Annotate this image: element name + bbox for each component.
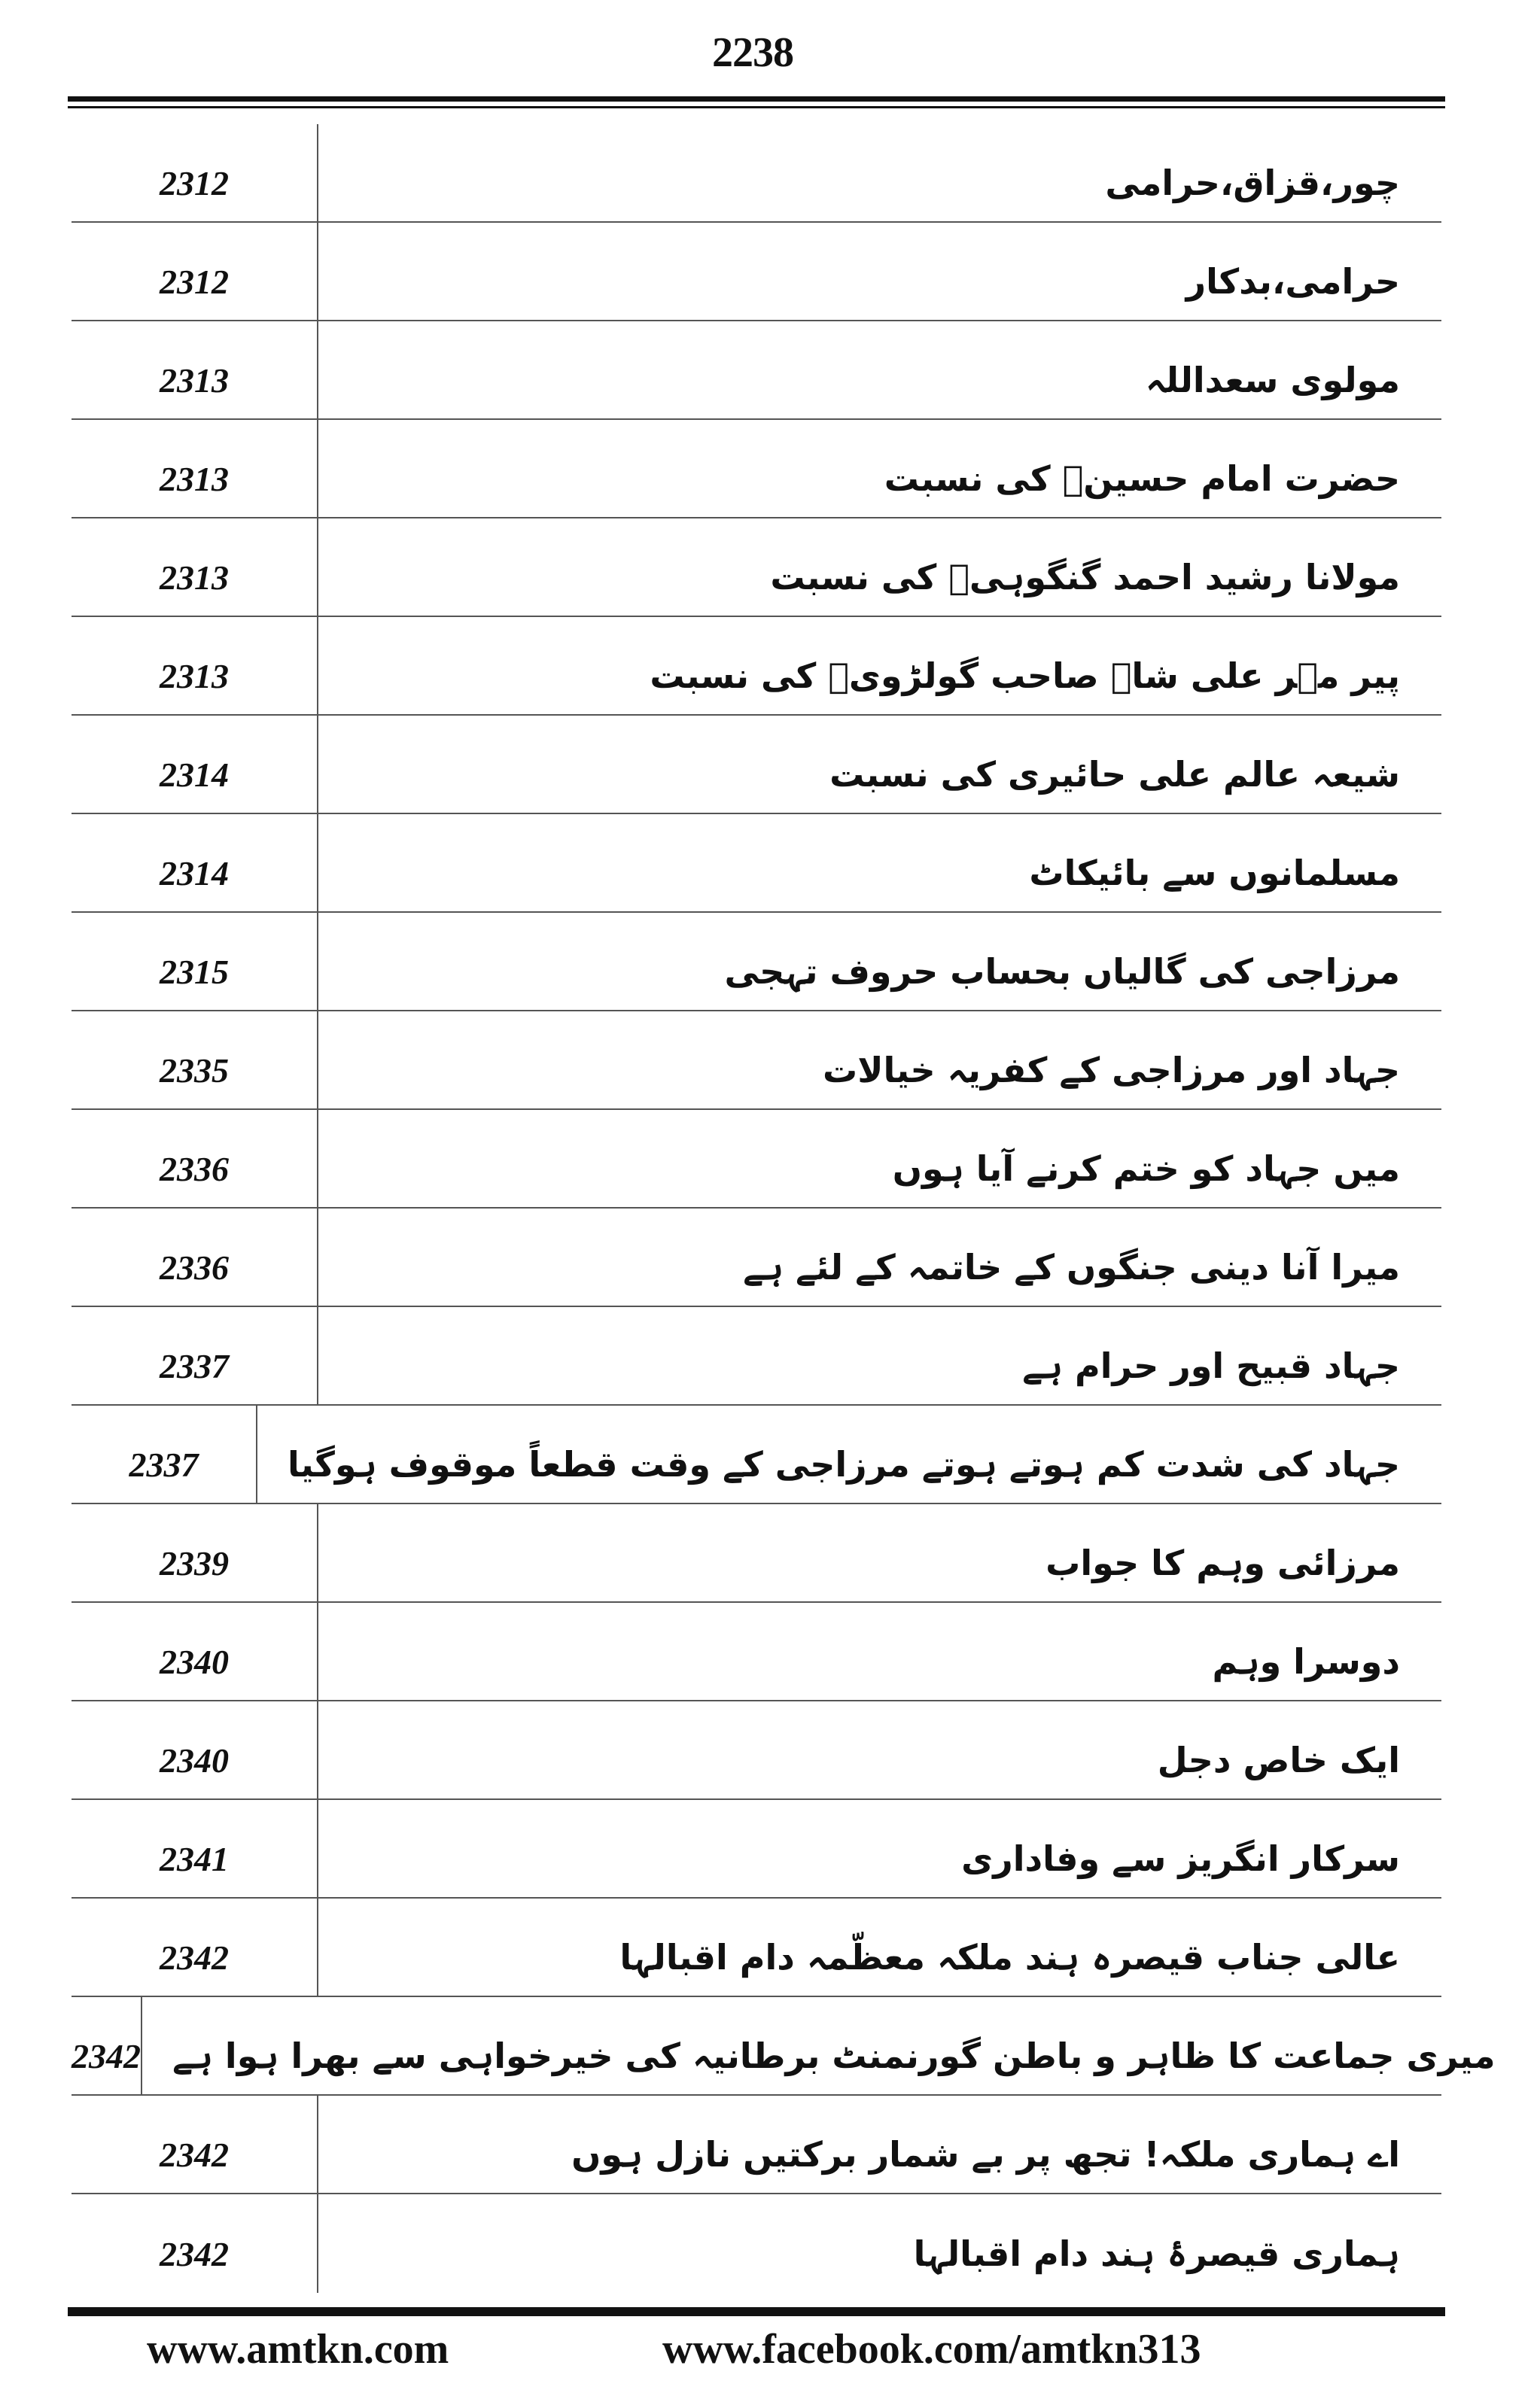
table-row	[72, 1406, 1441, 1504]
header-rule-thick	[68, 96, 1445, 102]
table-row	[72, 223, 1441, 321]
page-reference: 2313	[72, 617, 318, 714]
index-table	[72, 124, 1496, 2293]
page-reference: 2312	[72, 124, 318, 221]
table-row	[72, 518, 1441, 617]
table-row	[72, 1011, 1441, 1110]
table-row	[72, 420, 1441, 518]
entry-title: جہاد اور مرزاجی کے کفریہ خیالات	[822, 1049, 1400, 1090]
table-row	[72, 1209, 1441, 1307]
header-rule-thin	[68, 106, 1445, 108]
website-link[interactable]: www.amtkn.com	[147, 2326, 449, 2373]
entry-title: پیر مہر علی شاہ صاحب گولڑویؒ کی نسبت	[650, 655, 1400, 696]
entry-title: سرکار انگریز سے وفاداری	[961, 1838, 1400, 1879]
entry-title: حضرت امام حسینؓ کی نسبت	[884, 458, 1400, 499]
page-reference: 2315	[72, 913, 318, 1010]
table-row	[72, 2194, 1441, 2293]
table-row	[72, 1997, 1496, 2096]
entry-title: ہماری قیصرۂ ہند دام اقبالہا	[913, 2233, 1400, 2274]
table-row	[72, 1899, 1441, 1997]
entry-title: مسلمانوں سے بائیکاٹ	[1029, 852, 1400, 893]
page-reference: 2314	[72, 814, 318, 911]
entry-title: جہاد کی شدت کم ہوتے ہوتے مرزاجی کے وقت قطعاً موقوف ہوگیا	[288, 1443, 1400, 1485]
page-reference: 2314	[72, 716, 318, 813]
table-row	[72, 1800, 1441, 1899]
page-reference: 2342	[72, 2194, 318, 2293]
page-reference: 2342	[72, 1997, 142, 2094]
table-row	[72, 1307, 1441, 1406]
page-reference: 2341	[72, 1800, 318, 1897]
table-row	[72, 2096, 1441, 2194]
table-row	[72, 321, 1441, 420]
table-row	[72, 124, 1441, 223]
table-row	[72, 913, 1441, 1011]
page-reference: 2337	[72, 1307, 318, 1404]
entry-title: عالی جناب قیصرہ ہند ملکہ معظّمہ دام اقبالہا	[619, 1936, 1400, 1978]
table-row	[72, 716, 1441, 814]
table-row	[72, 1603, 1441, 1701]
entry-title: ایک خاص دجل	[1157, 1739, 1400, 1780]
page-reference: 2312	[72, 223, 318, 320]
table-row	[72, 1110, 1441, 1209]
entry-title: میری جماعت کا ظاہر و باطن گورنمنٹ برطانیہ کی خیرخواہی سے بھرا ہوا ہے	[172, 2035, 1496, 2076]
entry-title: چور،قزاق،حرامی	[1105, 162, 1400, 203]
entry-title: مرزائی وہم کا جواب	[1045, 1542, 1400, 1583]
entry-title: مولوی سعداللہ	[1145, 359, 1400, 400]
page-reference: 2313	[72, 321, 318, 418]
page-reference: 2336	[72, 1209, 318, 1306]
entry-title: دوسرا وہم	[1212, 1640, 1400, 1682]
page-reference: 2340	[72, 1603, 318, 1700]
entry-title: میرا آنا دینی جنگوں کے خاتمہ کے لئے ہے	[743, 1246, 1400, 1288]
table-row	[72, 814, 1441, 913]
entry-title: حرامی،بدکار	[1185, 260, 1400, 302]
page-reference: 2340	[72, 1701, 318, 1798]
entry-title: میں جہاد کو ختم کرنے آیا ہوں	[892, 1148, 1400, 1189]
page-reference: 2336	[72, 1110, 318, 1207]
table-row	[72, 617, 1441, 716]
entry-title: شیعہ عالم علی حائیری کی نسبت	[829, 753, 1400, 795]
page-reference: 2342	[72, 2096, 318, 2193]
page-reference: 2335	[72, 1011, 318, 1108]
page-reference: 2313	[72, 518, 318, 616]
entry-title: جہاد قبیح اور حرام ہے	[1022, 1345, 1400, 1386]
table-row	[72, 1504, 1441, 1603]
page-number: 2238	[712, 29, 793, 76]
page-reference: 2337	[72, 1406, 257, 1503]
entry-title: مولانا رشید احمد گنگوہیؒ کی نسبت	[770, 556, 1400, 597]
page-reference: 2313	[72, 420, 318, 517]
page-reference: 2342	[72, 1899, 318, 1996]
page-reference: 2339	[72, 1504, 318, 1601]
table-row	[72, 1701, 1441, 1800]
entry-title: اے ہماری ملکہ! تجھ پر بے شمار برکتیں نازل ہوں	[571, 2133, 1400, 2175]
entry-title: مرزاجی کی گالیاں بحساب حروف تہجی	[724, 950, 1400, 992]
footer-rule	[68, 2307, 1445, 2316]
facebook-link[interactable]: www.facebook.com/amtkn313	[662, 2326, 1201, 2373]
